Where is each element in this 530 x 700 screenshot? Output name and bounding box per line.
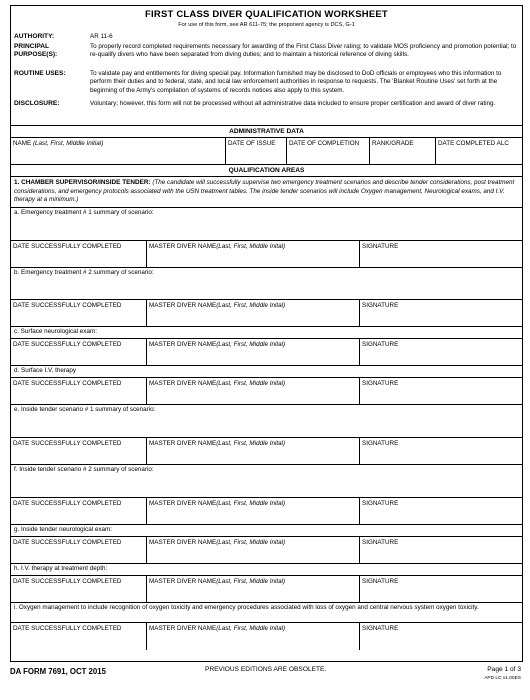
signature-row [11, 498, 522, 525]
item-label: d. Surface I.V. therapy [14, 367, 77, 374]
name-label: NAME [13, 140, 32, 147]
date-completed-field[interactable] [11, 537, 147, 563]
signature-label: SIGNATURE [362, 578, 399, 585]
date-completed-label: DATE SUCCESSFULLY COMPLETED [13, 380, 122, 387]
previous-editions-note: PREVIOUS EDITIONS ARE OBSOLETE. [205, 666, 327, 673]
master-diver-label: MASTER DIVER NAME [149, 539, 217, 546]
purpose-label: PRINCIPAL PURPOSE(S): [14, 43, 58, 59]
master-diver-name-field[interactable] [147, 378, 360, 404]
date-completed-field[interactable] [11, 339, 147, 365]
item-label: i. Oxygen management to include recognition of oxygen toxicity and emergency procedures associated with loss of oxygen and central nervous system oxygen toxicity. [14, 604, 479, 611]
rank-grade-field[interactable] [370, 138, 436, 164]
signature-label: SIGNATURE [362, 341, 399, 348]
master-diver-label: MASTER DIVER NAME [149, 578, 217, 585]
item-label: g. Inside tender neurological exam: [14, 526, 113, 533]
date-completed-alc-field[interactable] [436, 138, 522, 164]
signature-label: SIGNATURE [362, 440, 399, 447]
signature-label: SIGNATURE [362, 380, 399, 387]
form-title: FIRST CLASS DIVER QUALIFICATION WORKSHEET [145, 9, 388, 20]
item-scenario-field[interactable] [11, 366, 522, 378]
signature-field[interactable] [360, 537, 522, 563]
master-diver-name-field[interactable] [147, 537, 360, 563]
master-diver-hint: (Last, First, Middle Inital) [216, 341, 286, 348]
date-completed-label: DATE SUCCESSFULLY COMPLETED [13, 341, 122, 348]
item-label: h. I.V. therapy at treatment depth: [14, 565, 108, 572]
date-completed-field[interactable] [11, 241, 147, 267]
disclosure-value: Voluntary; however, this form will not be processed without all administrative data included to ensure proper certification and award of diver rating. [90, 100, 496, 107]
authority-label: AUTHORITY: [14, 33, 55, 40]
master-diver-hint: (Last, First, Middle Inital) [216, 243, 286, 250]
routine-uses-label: ROUTINE USES: [14, 70, 66, 77]
date-completed-label: DATE SUCCESSFULLY COMPLETED [13, 243, 122, 250]
requirement-title: 1. CHAMBER SUPERVISOR/INSIDE TENDER: [14, 179, 151, 186]
item-scenario-field[interactable] [11, 405, 522, 438]
master-diver-label: MASTER DIVER NAME [149, 341, 217, 348]
qualification-areas-header: QUALIFICATION AREAS [11, 164, 522, 177]
date-completed-alc-label: DATE COMPLETED ALC [438, 140, 509, 147]
purpose-value: To properly record completed requirements necessary for awarding of the First Class Diver rating; to validate MOS proficiency and promotion potential; to re-qualify divers who have been separated from diving duties; and to maintain a historical reference of diving skills. [90, 43, 517, 59]
item-scenario-field[interactable] [11, 327, 522, 339]
form-footer [10, 664, 523, 694]
signature-label: SIGNATURE [362, 500, 399, 507]
master-diver-label: MASTER DIVER NAME [149, 302, 217, 309]
authority-value: AR 11-6 [90, 33, 113, 40]
signature-field[interactable] [360, 576, 522, 602]
signature-label: SIGNATURE [362, 243, 399, 250]
signature-field[interactable] [360, 623, 522, 650]
master-diver-hint: (Last, First, Middle Inital) [216, 440, 286, 447]
master-diver-label: MASTER DIVER NAME [149, 440, 217, 447]
page-number: Page 1 of 3 [487, 666, 521, 673]
item-label: f. Inside tender scenario # 2 summary of scenario: [14, 466, 154, 473]
signature-label: SIGNATURE [362, 302, 399, 309]
disclosure-label: DISCLOSURE: [14, 100, 60, 107]
master-diver-label: MASTER DIVER NAME [149, 380, 217, 387]
date-completed-label: DATE SUCCESSFULLY COMPLETED [13, 500, 122, 507]
master-diver-hint: (Last, First, Middle Inital) [216, 578, 286, 585]
form-version: APD LC v1.00ES [484, 676, 521, 681]
master-diver-name-field[interactable] [147, 241, 360, 267]
master-diver-hint: (Last, First, Middle Inital) [216, 302, 286, 309]
signature-row [11, 576, 522, 603]
master-diver-name-field[interactable] [147, 623, 360, 650]
date-of-completion-field[interactable] [287, 138, 370, 164]
item-scenario-field[interactable] [11, 525, 522, 537]
master-diver-name-field[interactable] [147, 576, 360, 602]
date-of-issue-field[interactable] [226, 138, 287, 164]
signature-label: SIGNATURE [362, 625, 399, 632]
date-of-issue-label: DATE OF ISSUE [228, 140, 276, 147]
signature-row [11, 623, 522, 650]
item-scenario-field[interactable] [11, 465, 522, 498]
item-label: e. Inside tender scenario # 1 summary of scenario: [14, 406, 156, 413]
requirement-text: (The candidate will successfully supervise two emergency treatment scenarios and describe tender considerations, post treatment considerations, and emergency protocols associated with the USN treatment tables. The inside tender scenarios will include Oxygen management, Neurological exams, and I.V. therapy at a minimum.) [14, 179, 515, 204]
form-number: DA FORM 7691, OCT 2015 [10, 667, 106, 676]
form-subtitle: For use of this form, see AR 611-75; the proponent agency is DCS, G-1 [178, 22, 355, 28]
name-field[interactable] [11, 138, 226, 164]
master-diver-label: MASTER DIVER NAME [149, 243, 217, 250]
signature-field[interactable] [360, 300, 522, 326]
master-diver-hint: (Last, First, Middle Inital) [216, 380, 286, 387]
date-completed-field[interactable] [11, 438, 147, 464]
signature-field[interactable] [360, 241, 522, 267]
date-completed-label: DATE SUCCESSFULLY COMPLETED [13, 440, 122, 447]
master-diver-name-field[interactable] [147, 498, 360, 524]
form-page [10, 5, 523, 662]
signature-field[interactable] [360, 339, 522, 365]
master-diver-hint: (Last, First, Middle Inital) [216, 625, 286, 632]
master-diver-label: MASTER DIVER NAME [149, 500, 217, 507]
date-completed-label: DATE SUCCESSFULLY COMPLETED [13, 302, 122, 309]
item-scenario-field[interactable] [11, 268, 522, 300]
item-scenario-field[interactable] [11, 208, 522, 241]
item-label: c. Surface neurological exam: [14, 328, 97, 335]
signature-row [11, 537, 522, 564]
date-completed-label: DATE SUCCESSFULLY COMPLETED [13, 625, 122, 632]
signature-row [11, 339, 522, 366]
requirement-chamber-supervisor [11, 177, 522, 208]
master-diver-label: MASTER DIVER NAME [149, 625, 217, 632]
item-scenario-field[interactable] [11, 603, 522, 623]
signature-field[interactable] [360, 378, 522, 404]
date-completed-field[interactable] [11, 378, 147, 404]
signature-row [11, 378, 522, 405]
name-hint: (Last, First, Middle Initial) [32, 140, 104, 147]
date-completed-field[interactable] [11, 623, 147, 650]
date-completed-label: DATE SUCCESSFULLY COMPLETED [13, 539, 122, 546]
signature-row [11, 300, 522, 327]
signature-field[interactable] [360, 438, 522, 464]
signature-row [11, 241, 522, 268]
master-diver-hint: (Last, First, Middle Inital) [216, 500, 286, 507]
date-completed-field[interactable] [11, 300, 147, 326]
date-of-completion-label: DATE OF COMPLETION [289, 140, 360, 147]
privacy-act-statement [11, 33, 522, 125]
master-diver-name-field[interactable] [147, 438, 360, 464]
master-diver-name-field[interactable] [147, 300, 360, 326]
admin-data-header: ADMINISTRATIVE DATA [11, 125, 522, 138]
rank-grade-label: RANK/GRADE [372, 140, 414, 147]
master-diver-name-field[interactable] [147, 339, 360, 365]
signature-field[interactable] [360, 498, 522, 524]
routine-uses-value: To validate pay and entitlements for diving special pay. Information furnished may be disclosed to DoD officials or employees who this information to perform their duties and to federal, state, and local law enforcement authorities in response to requests. The 'Blanket Routine Uses' set forth at the beginning of the Army's compilation of systems of records notices also apply to this system. [90, 70, 502, 94]
item-scenario-field[interactable] [11, 564, 522, 576]
item-label: a. Emergency treatment # 1 summary of scenario: [14, 209, 154, 216]
master-diver-hint: (Last, First, Middle Inital) [216, 539, 286, 546]
item-label: b. Emergency treatment # 2 summary of scenario: [14, 269, 154, 276]
admin-data-row [11, 138, 522, 164]
date-completed-field[interactable] [11, 498, 147, 524]
date-completed-field[interactable] [11, 576, 147, 602]
signature-row [11, 438, 522, 465]
date-completed-label: DATE SUCCESSFULLY COMPLETED [13, 578, 122, 585]
signature-label: SIGNATURE [362, 539, 399, 546]
qualification-items [11, 208, 522, 650]
